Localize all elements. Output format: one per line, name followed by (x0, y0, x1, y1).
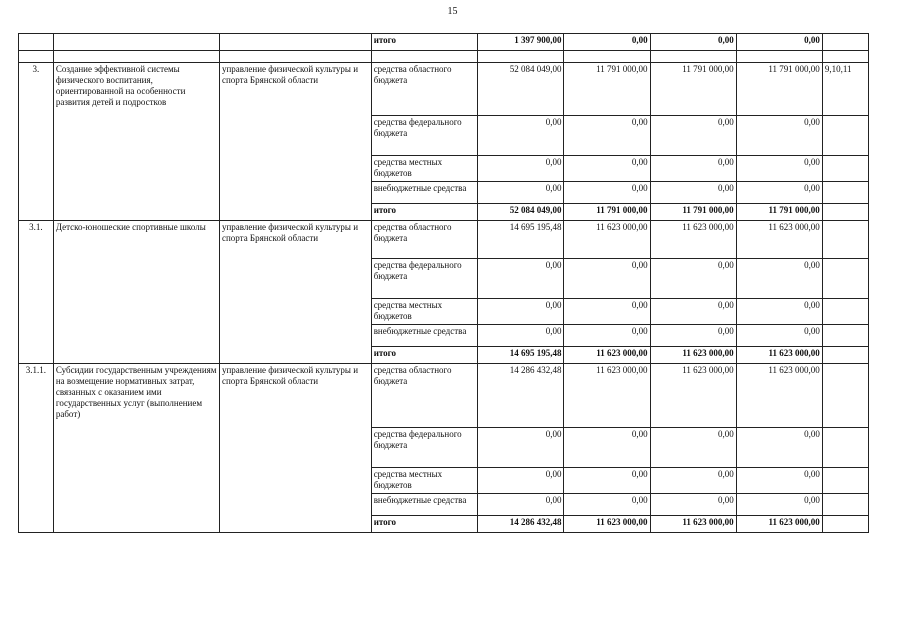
amount-value: 0,00 (564, 468, 650, 494)
amount-value: 11 623 000,00 (650, 364, 736, 428)
total-value: 14 286 432,48 (478, 516, 564, 533)
indicator-cell (822, 364, 868, 428)
empty-cell (736, 51, 822, 63)
total-value: 11 791 000,00 (736, 204, 822, 221)
total-value: 11 791 000,00 (650, 204, 736, 221)
amount-value: 0,00 (478, 494, 564, 516)
funding-source-row (19, 364, 869, 428)
item-name: Субсидии государственным учреждениям на возмещение нормативных затрат, связанных с оказанием ими государственных услуг (выполнением работ) (53, 364, 219, 533)
total-value: 14 695 195,48 (478, 347, 564, 364)
total-value: 11 623 000,00 (736, 347, 822, 364)
indicator-cell (822, 516, 868, 533)
budget-table-body (19, 34, 869, 533)
total-value: 11 791 000,00 (564, 204, 650, 221)
amount-value: 0,00 (478, 299, 564, 325)
amount-value: 0,00 (478, 156, 564, 182)
amount-value: 11 623 000,00 (736, 221, 822, 259)
total-label: итого (371, 204, 478, 221)
item-executor: управление физической культуры и спорта Брянской области (219, 63, 371, 221)
amount-value: 0,00 (478, 259, 564, 299)
amount-value: 11 791 000,00 (736, 63, 822, 116)
empty-cell (53, 51, 219, 63)
total-value: 0,00 (650, 34, 736, 51)
amount-value: 0,00 (650, 468, 736, 494)
amount-value: 0,00 (650, 182, 736, 204)
budget-table (18, 33, 869, 533)
indicator-cell (822, 325, 868, 347)
indicator-cell (822, 182, 868, 204)
item-name: Детско-юношеские спортивные школы (53, 221, 219, 364)
amount-value: 11 623 000,00 (564, 364, 650, 428)
amount-value: 0,00 (478, 468, 564, 494)
funding-source-label: средства областного бюджета (371, 364, 478, 428)
total-value: 52 084 049,00 (478, 204, 564, 221)
funding-source-label: средства областного бюджета (371, 221, 478, 259)
amount-value: 0,00 (564, 259, 650, 299)
amount-value: 0,00 (736, 116, 822, 156)
indicator-cell (822, 116, 868, 156)
total-label: итого (371, 516, 478, 533)
total-value: 11 623 000,00 (564, 347, 650, 364)
indicator-cell (822, 34, 868, 51)
item-number: 3.1.1. (19, 364, 54, 533)
amount-value: 0,00 (564, 299, 650, 325)
indicator-cell (822, 347, 868, 364)
top-total-row (19, 34, 869, 51)
amount-value: 0,00 (650, 428, 736, 468)
amount-value: 11 623 000,00 (650, 221, 736, 259)
amount-value: 0,00 (564, 494, 650, 516)
funding-source-label: средства федерального бюджета (371, 116, 478, 156)
amount-value: 0,00 (736, 259, 822, 299)
funding-source-label: средства местных бюджетов (371, 156, 478, 182)
item-executor: управление физической культуры и спорта Брянской области (219, 364, 371, 533)
amount-value: 0,00 (650, 116, 736, 156)
amount-value: 11 791 000,00 (650, 63, 736, 116)
total-value: 11 623 000,00 (564, 516, 650, 533)
indicator-cell (822, 259, 868, 299)
funding-source-label: внебюджетные средства (371, 494, 478, 516)
amount-value: 0,00 (650, 156, 736, 182)
total-label: итого (371, 34, 478, 51)
item-executor: управление физической культуры и спорта Брянской области (219, 221, 371, 364)
total-value: 0,00 (564, 34, 650, 51)
amount-value: 0,00 (564, 428, 650, 468)
funding-source-row (19, 221, 869, 259)
amount-value: 0,00 (564, 116, 650, 156)
empty-cell (219, 34, 371, 51)
item-name: Создание эффективной системы физического воспитания, ориентированной на особенности развития детей и подростков (53, 63, 219, 221)
funding-source-label: средства областного бюджета (371, 63, 478, 116)
amount-value: 0,00 (736, 468, 822, 494)
indicator-cell (822, 494, 868, 516)
empty-cell (371, 51, 478, 63)
amount-value: 0,00 (736, 428, 822, 468)
amount-value: 0,00 (564, 156, 650, 182)
funding-source-label: средства местных бюджетов (371, 468, 478, 494)
amount-value: 11 791 000,00 (564, 63, 650, 116)
funding-source-label: средства федерального бюджета (371, 259, 478, 299)
amount-value: 0,00 (478, 428, 564, 468)
amount-value: 11 623 000,00 (736, 364, 822, 428)
amount-value: 11 623 000,00 (564, 221, 650, 259)
amount-value: 0,00 (478, 116, 564, 156)
amount-value: 52 084 049,00 (478, 63, 564, 116)
empty-cell (822, 51, 868, 63)
empty-cell (19, 34, 54, 51)
amount-value: 0,00 (478, 182, 564, 204)
amount-value: 0,00 (650, 325, 736, 347)
amount-value: 0,00 (736, 299, 822, 325)
funding-source-label: внебюджетные средства (371, 325, 478, 347)
indicator-cell (822, 221, 868, 259)
amount-value: 14 695 195,48 (478, 221, 564, 259)
total-label: итого (371, 347, 478, 364)
funding-source-label: средства местных бюджетов (371, 299, 478, 325)
indicator-cell (822, 468, 868, 494)
indicator-cell: 9,10,11 (822, 63, 868, 116)
total-value: 0,00 (736, 34, 822, 51)
amount-value: 0,00 (736, 156, 822, 182)
amount-value: 0,00 (564, 182, 650, 204)
indicator-cell (822, 204, 868, 221)
gap-row (19, 51, 869, 63)
total-value: 11 623 000,00 (736, 516, 822, 533)
item-number: 3.1. (19, 221, 54, 364)
empty-cell (564, 51, 650, 63)
amount-value: 0,00 (736, 182, 822, 204)
indicator-cell (822, 299, 868, 325)
total-value: 11 623 000,00 (650, 516, 736, 533)
page-number: 15 (447, 6, 458, 17)
amount-value: 0,00 (564, 325, 650, 347)
indicator-cell (822, 156, 868, 182)
indicator-cell (822, 428, 868, 468)
funding-source-row (19, 63, 869, 116)
funding-source-label: внебюджетные средства (371, 182, 478, 204)
item-number: 3. (19, 63, 54, 221)
amount-value: 0,00 (478, 325, 564, 347)
empty-cell (53, 34, 219, 51)
amount-value: 0,00 (650, 299, 736, 325)
empty-cell (478, 51, 564, 63)
total-value: 11 623 000,00 (650, 347, 736, 364)
total-value: 1 397 900,00 (478, 34, 564, 51)
amount-value: 0,00 (736, 494, 822, 516)
empty-cell (19, 51, 54, 63)
empty-cell (219, 51, 371, 63)
amount-value: 0,00 (650, 259, 736, 299)
amount-value: 14 286 432,48 (478, 364, 564, 428)
amount-value: 0,00 (736, 325, 822, 347)
empty-cell (650, 51, 736, 63)
funding-source-label: средства федерального бюджета (371, 428, 478, 468)
amount-value: 0,00 (650, 494, 736, 516)
